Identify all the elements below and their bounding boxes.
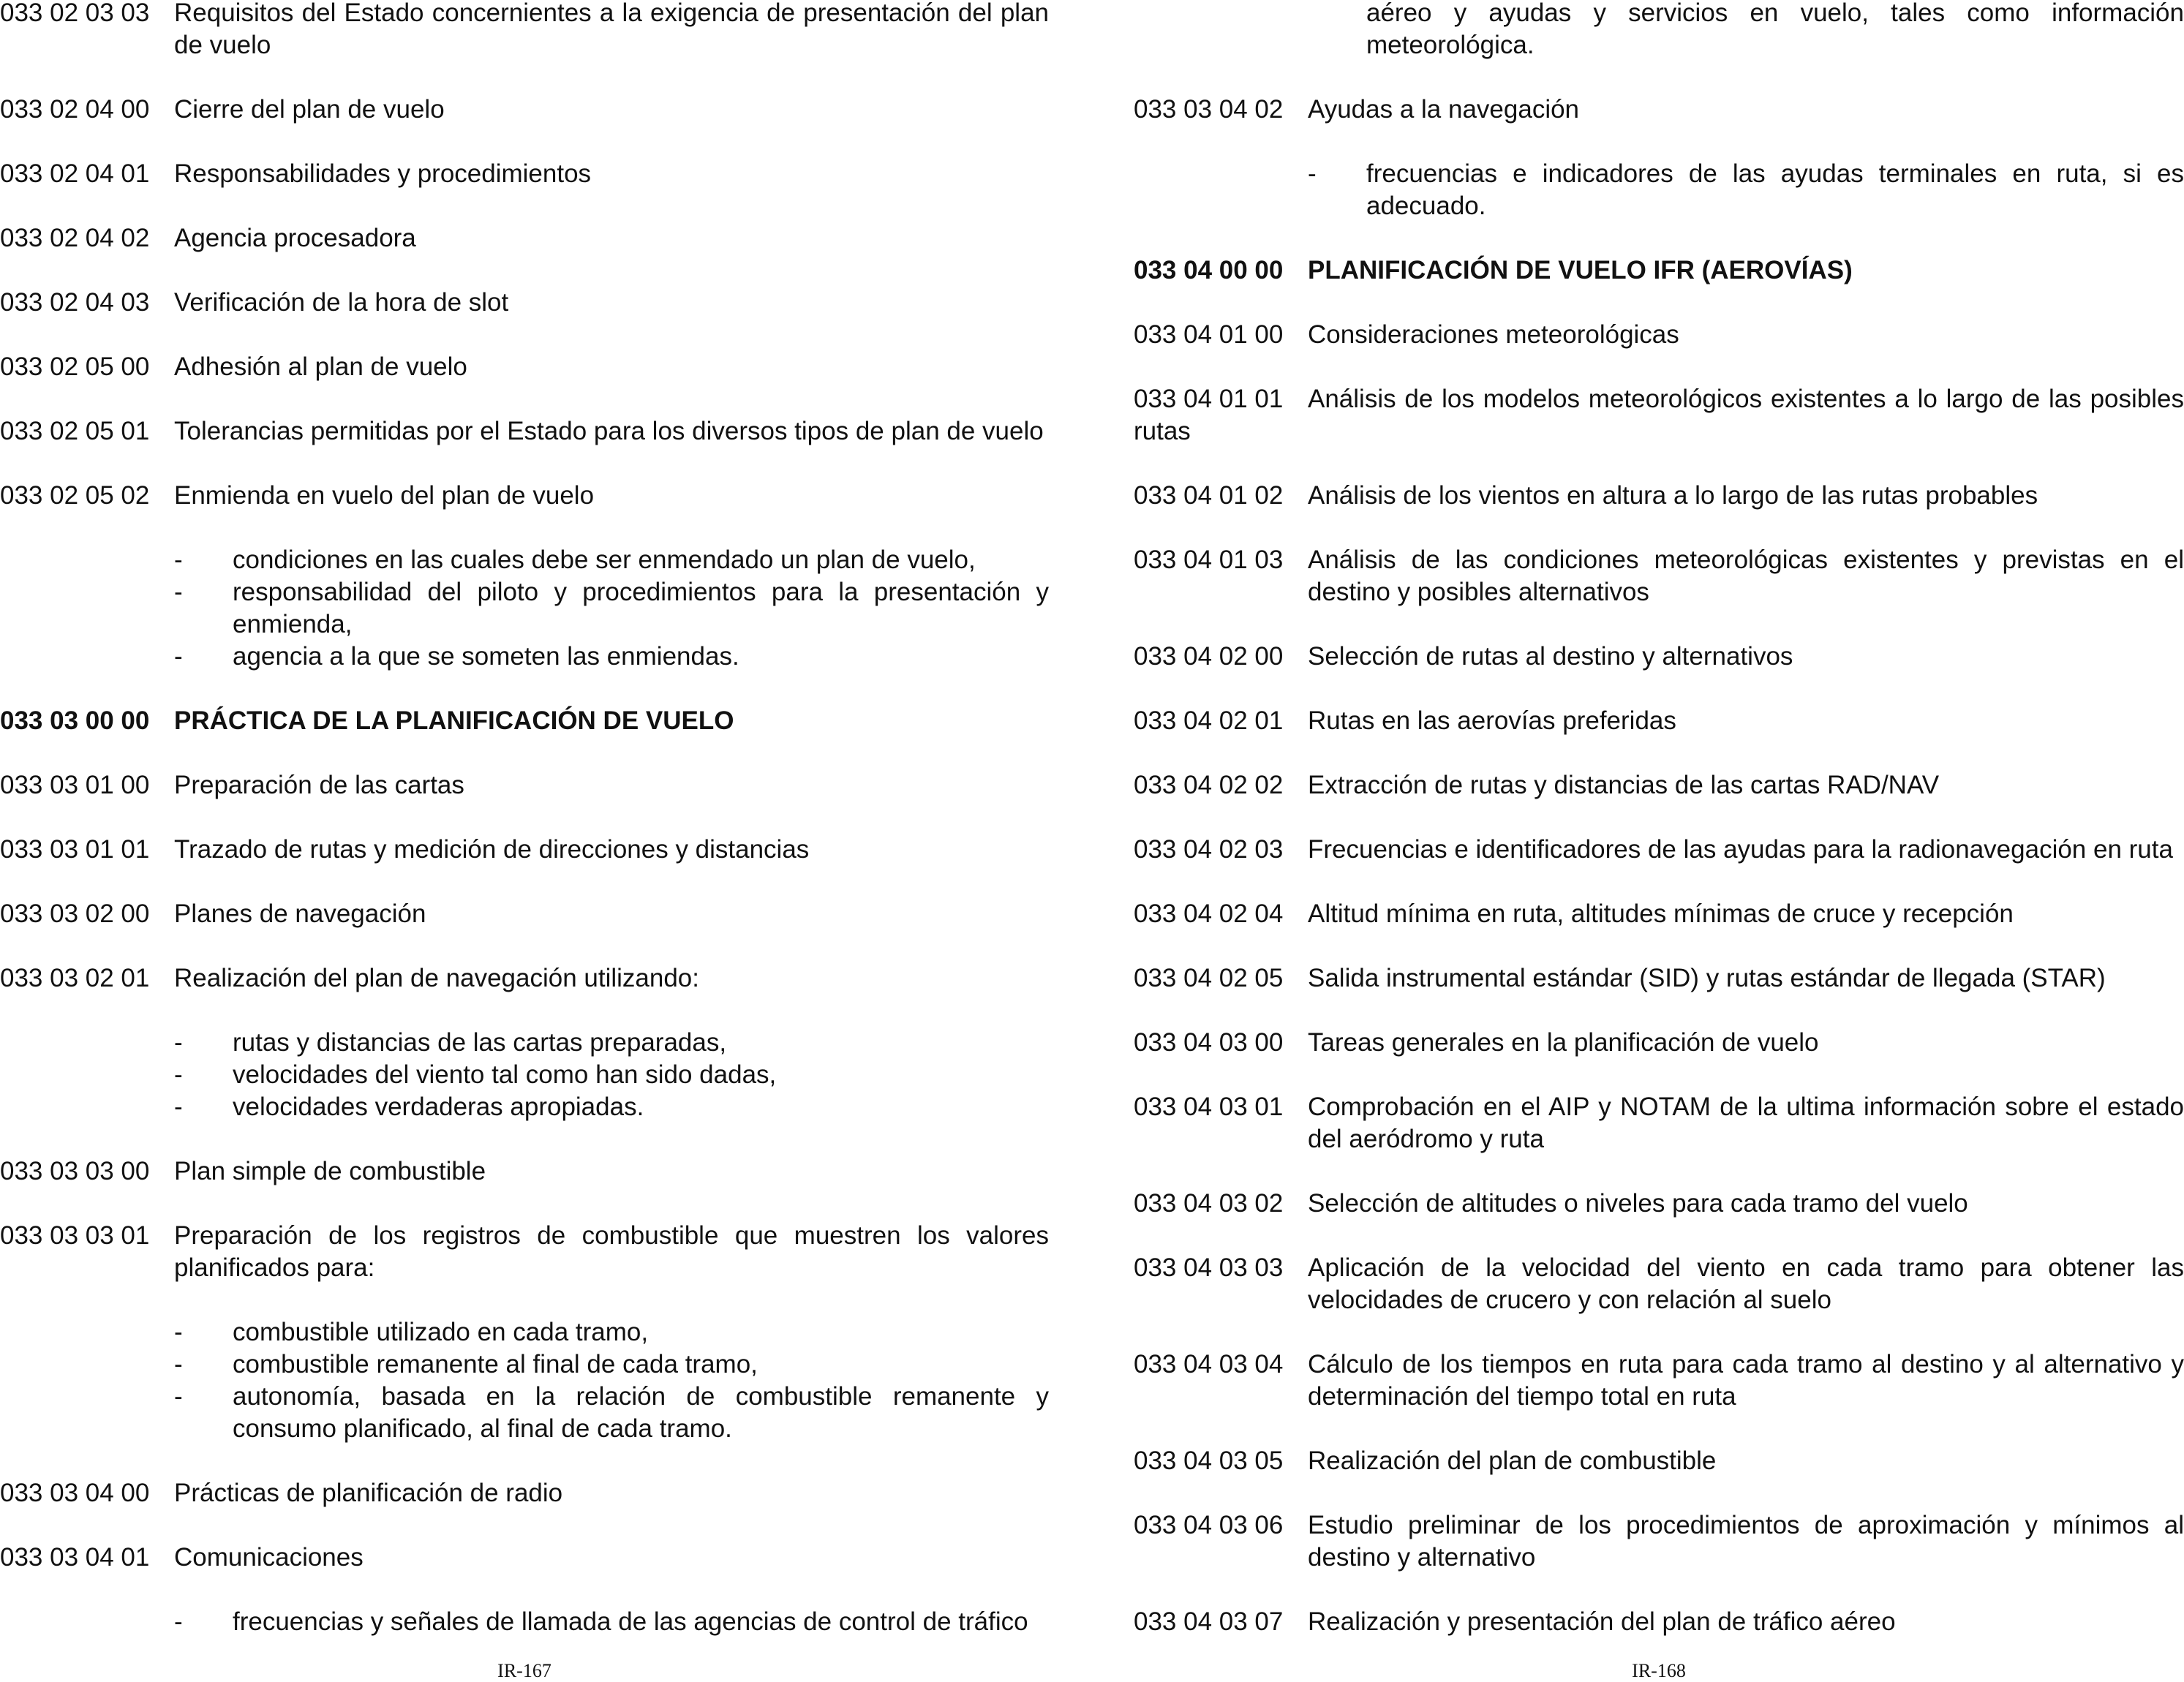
syllabus-entry — [0, 1477, 1049, 1509]
bullet-text: combustible utilizado en cada tramo, — [233, 1318, 649, 1346]
entry-code: 033 04 03 04 — [1134, 1350, 1284, 1379]
entry-code: 033 04 02 04 — [1134, 900, 1284, 928]
bullet-text: velocidades verdaderas apropiadas. — [233, 1093, 644, 1121]
syllabus-entry — [1134, 962, 2184, 995]
entry-text: Frecuencias e identificadores de las ayudas para la radionavegación en ruta — [1308, 835, 2173, 864]
bullet-item — [174, 544, 1049, 576]
bullet-item — [174, 1349, 1049, 1381]
entry-text: Realización del plan de combustible — [1308, 1447, 1717, 1475]
bullet-list — [0, 544, 1049, 673]
entry-code: 033 03 03 00 — [0, 1157, 150, 1185]
entry-code: 033 04 01 00 — [1134, 320, 1284, 349]
entry-text: Requisitos del Estado concernientes a la exigencia de presentación del plan de vuelo — [174, 0, 1049, 59]
entry-text: Tolerancias permitidas por el Estado para los diversos tipos de plan de vuelo — [174, 417, 1044, 445]
bullet-dash: - — [174, 1028, 183, 1057]
bullet-list — [0, 1606, 1049, 1638]
entry-code: 033 03 01 01 — [0, 835, 150, 864]
entry-text: Responsabilidades y procedimientos — [174, 159, 592, 188]
syllabus-entry — [1134, 480, 2184, 512]
entry-text: PLANIFICACIÓN DE VUELO IFR (AEROVÍAS) — [1308, 256, 1853, 284]
page-number: IR-168 — [1632, 1660, 1686, 1681]
entry-text: Preparación de los registros de combustible que muestren los valores planificados para: — [174, 1221, 1049, 1282]
bullet-item — [174, 1059, 1049, 1091]
syllabus-entry — [1134, 641, 2184, 673]
entry-text: Salida instrumental estándar (SID) y rutas estándar de llegada (STAR) — [1308, 964, 2106, 992]
entry-code: 033 04 03 01 — [1134, 1093, 1284, 1121]
entry-text: Estudio preliminar de los procedimientos de aproximación y mínimos al destino y alternativo — [1308, 1511, 2184, 1572]
entry-code: 033 02 04 03 — [0, 288, 150, 317]
entry-code: 033 03 01 00 — [0, 771, 150, 799]
bullet-item — [174, 1381, 1049, 1445]
entry-text: Realización y presentación del plan de tráfico aéreo — [1308, 1607, 1896, 1636]
entry-text: Selección de altitudes o niveles para cada tramo del vuelo — [1308, 1189, 1968, 1218]
bullet-text: condiciones en las cuales debe ser enmendado un plan de vuelo, — [233, 546, 976, 574]
syllabus-entry — [1134, 544, 2184, 608]
entry-text: Aplicación de la velocidad del viento en cada tramo para obtener las velocidades de crucero y con relación al suelo — [1308, 1253, 2184, 1314]
bullet-list — [0, 1316, 1049, 1445]
entry-code: 033 04 03 07 — [1134, 1607, 1284, 1636]
syllabus-entry — [1134, 94, 2184, 126]
entry-code: 033 02 05 02 — [0, 481, 150, 510]
entry-code: 033 04 01 01 — [1134, 385, 1284, 413]
bullet-item — [174, 576, 1049, 641]
entry-text: Comprobación en el AIP y NOTAM de la ultima información sobre el estado del aeródromo y ruta — [1308, 1093, 2184, 1153]
entry-text: Agencia procesadora — [174, 224, 416, 252]
left-page — [0, 0, 1049, 1681]
entry-text: Enmienda en vuelo del plan de vuelo — [174, 481, 595, 510]
syllabus-entry — [0, 834, 1049, 866]
page-number: IR-167 — [497, 1660, 551, 1681]
bullet-dash: - — [174, 1318, 183, 1346]
syllabus-entry — [0, 1220, 1049, 1284]
syllabus-entry — [0, 1542, 1049, 1574]
syllabus-entry — [0, 94, 1049, 126]
bullet-dash: - — [174, 1607, 183, 1636]
bullet-dash: - — [174, 1382, 183, 1411]
bullet-text: frecuencias e indicadores de las ayudas terminales en ruta, si es adecuado. — [1366, 159, 2184, 220]
entry-text: PRÁCTICA DE LA PLANIFICACIÓN DE VUELO — [174, 706, 734, 735]
syllabus-entry — [0, 1155, 1049, 1188]
entry-code: 033 03 02 01 — [0, 964, 150, 992]
bullet-dash: - — [174, 546, 183, 574]
entry-code: 033 02 03 03 — [0, 0, 150, 27]
entry-text: Extracción de rutas y distancias de las cartas RAD/NAV — [1308, 771, 1940, 799]
entry-text: Análisis de las condiciones meteorológicas existentes y previstas en el destino y posibles alternativos — [1308, 546, 2184, 606]
right-page — [1134, 0, 2184, 1681]
entry-code: 033 04 03 03 — [1134, 1253, 1284, 1282]
bullet-text: frecuencias y señales de llamada de las agencias de control de tráfico — [233, 1607, 1028, 1636]
entry-text: Trazado de rutas y medición de direcciones y distancias — [174, 835, 810, 864]
entry-code: 033 04 02 05 — [1134, 964, 1284, 992]
syllabus-entry — [0, 222, 1049, 254]
bullet-text: aéreo y ayudas y servicios en vuelo, tales como información meteorológica. — [1366, 0, 2184, 59]
entry-code: 033 03 04 01 — [0, 1543, 150, 1572]
entry-text: Cálculo de los tiempos en ruta para cada tramo al destino y al alternativo y determinación del tiempo total en ruta — [1308, 1350, 2184, 1411]
entry-code: 033 02 05 00 — [0, 352, 150, 381]
syllabus-entry — [0, 351, 1049, 383]
entry-text: Preparación de las cartas — [174, 771, 464, 799]
syllabus-entry — [0, 962, 1049, 995]
entry-code: 033 02 04 01 — [0, 159, 150, 188]
bullet-dash: - — [174, 578, 183, 606]
bullet-item — [174, 1606, 1049, 1638]
bullet-dash: - — [174, 1350, 183, 1379]
entry-code: 033 04 03 06 — [1134, 1511, 1284, 1539]
syllabus-entry — [0, 898, 1049, 930]
bullet-item — [174, 1027, 1049, 1059]
syllabus-entry — [1134, 769, 2184, 802]
entry-code: 033 04 02 01 — [1134, 706, 1284, 735]
right-page-content — [1134, 0, 2184, 1670]
syllabus-entry — [1134, 1349, 2184, 1413]
entry-code: 033 04 03 00 — [1134, 1028, 1284, 1057]
entry-text: Ayudas a la navegación — [1308, 95, 1580, 124]
syllabus-entry — [1134, 383, 2184, 448]
entry-code: 033 04 02 03 — [1134, 835, 1284, 864]
entry-code: 033 04 03 05 — [1134, 1447, 1284, 1475]
syllabus-entry — [1134, 319, 2184, 351]
bullet-dash: - — [174, 1093, 183, 1121]
entry-text: Tareas generales en la planificación de vuelo — [1308, 1028, 1819, 1057]
left-page-content — [0, 0, 1049, 1670]
syllabus-entry — [1134, 834, 2184, 866]
bullet-dash: - — [174, 1060, 183, 1089]
entry-code: 033 04 02 02 — [1134, 771, 1284, 799]
entry-code: 033 02 04 02 — [0, 224, 150, 252]
bullet-text: rutas y distancias de las cartas preparadas, — [233, 1028, 727, 1057]
entry-text: Análisis de los vientos en altura a lo largo de las rutas probables — [1308, 481, 2038, 510]
entry-code: 033 02 05 01 — [0, 417, 150, 445]
entry-text: Planes de navegación — [174, 900, 426, 928]
entry-code: 033 04 02 00 — [1134, 642, 1284, 671]
syllabus-entry — [1134, 1606, 2184, 1638]
bullet-text: autonomía, basada en la relación de combustible remanente y consumo planificado, al final de cada tramo. — [233, 1382, 1049, 1443]
entry-text: Rutas en las aerovías preferidas — [1308, 706, 1676, 735]
syllabus-entry — [0, 415, 1049, 448]
entry-text: Análisis de los modelos meteorológicos existentes a lo largo de las posibles rutas — [1134, 385, 2184, 445]
syllabus-entry — [0, 769, 1049, 802]
syllabus-entry — [1134, 898, 2184, 930]
syllabus-entry — [1134, 705, 2184, 737]
entry-code: 033 04 00 00 — [1134, 256, 1284, 284]
bullet-dash: - — [174, 642, 183, 671]
bullet-list — [1134, 158, 2184, 222]
entry-text: Prácticas de planificación de radio — [174, 1479, 563, 1507]
syllabus-entry — [1134, 1509, 2184, 1574]
syllabus-entry — [1134, 1027, 2184, 1059]
entry-code: 033 03 03 01 — [0, 1221, 150, 1250]
section-heading — [0, 705, 1049, 737]
bullet-dash — [1308, 0, 1366, 61]
entry-text: Verificación de la hora de slot — [174, 288, 509, 317]
entry-text: Selección de rutas al destino y alternativos — [1308, 642, 1793, 671]
syllabus-entry — [1134, 1252, 2184, 1316]
entry-text: Realización del plan de navegación utilizando: — [174, 964, 699, 992]
entry-text: Consideraciones meteorológicas — [1308, 320, 1679, 349]
entry-code: 033 03 00 00 — [0, 706, 150, 735]
bullet-text: velocidades del viento tal como han sido dadas, — [233, 1060, 777, 1089]
bullet-text: combustible remanente al final de cada tramo, — [233, 1350, 758, 1379]
entry-text: Adhesión al plan de vuelo — [174, 352, 467, 381]
bullet-list — [1134, 0, 2184, 61]
section-heading — [1134, 254, 2184, 287]
bullet-item — [174, 641, 1049, 673]
entry-text: Cierre del plan de vuelo — [174, 95, 445, 124]
syllabus-entry — [1134, 1091, 2184, 1155]
entry-code: 033 04 03 02 — [1134, 1189, 1284, 1218]
bullet-item — [1308, 158, 2184, 222]
bullet-dash: - — [1308, 159, 1317, 188]
syllabus-entry — [0, 158, 1049, 190]
entry-text: Altitud mínima en ruta, altitudes mínimas de cruce y recepción — [1308, 900, 2014, 928]
entry-code: 033 03 02 00 — [0, 900, 150, 928]
syllabus-entry — [1134, 1445, 2184, 1477]
entry-code: 033 03 04 02 — [1134, 95, 1284, 124]
syllabus-entry — [0, 480, 1049, 512]
bullet-item — [174, 1316, 1049, 1349]
entry-code: 033 02 04 00 — [0, 95, 150, 124]
entry-text: Comunicaciones — [174, 1543, 364, 1572]
bullet-text: agencia a la que se someten las enmiendas. — [233, 642, 739, 671]
bullet-list — [0, 1027, 1049, 1123]
entry-text: Plan simple de combustible — [174, 1157, 486, 1185]
bullet-item — [174, 1091, 1049, 1123]
entry-code: 033 04 01 03 — [1134, 546, 1284, 574]
entry-code: 033 03 04 00 — [0, 1479, 150, 1507]
syllabus-entry — [0, 287, 1049, 319]
bullet-text: responsabilidad del piloto y procedimientos para la presentación y enmienda, — [233, 578, 1049, 638]
syllabus-entry — [1134, 1188, 2184, 1220]
syllabus-entry — [0, 0, 1049, 61]
entry-code: 033 04 01 02 — [1134, 481, 1284, 510]
bullet-item — [1308, 0, 2184, 61]
